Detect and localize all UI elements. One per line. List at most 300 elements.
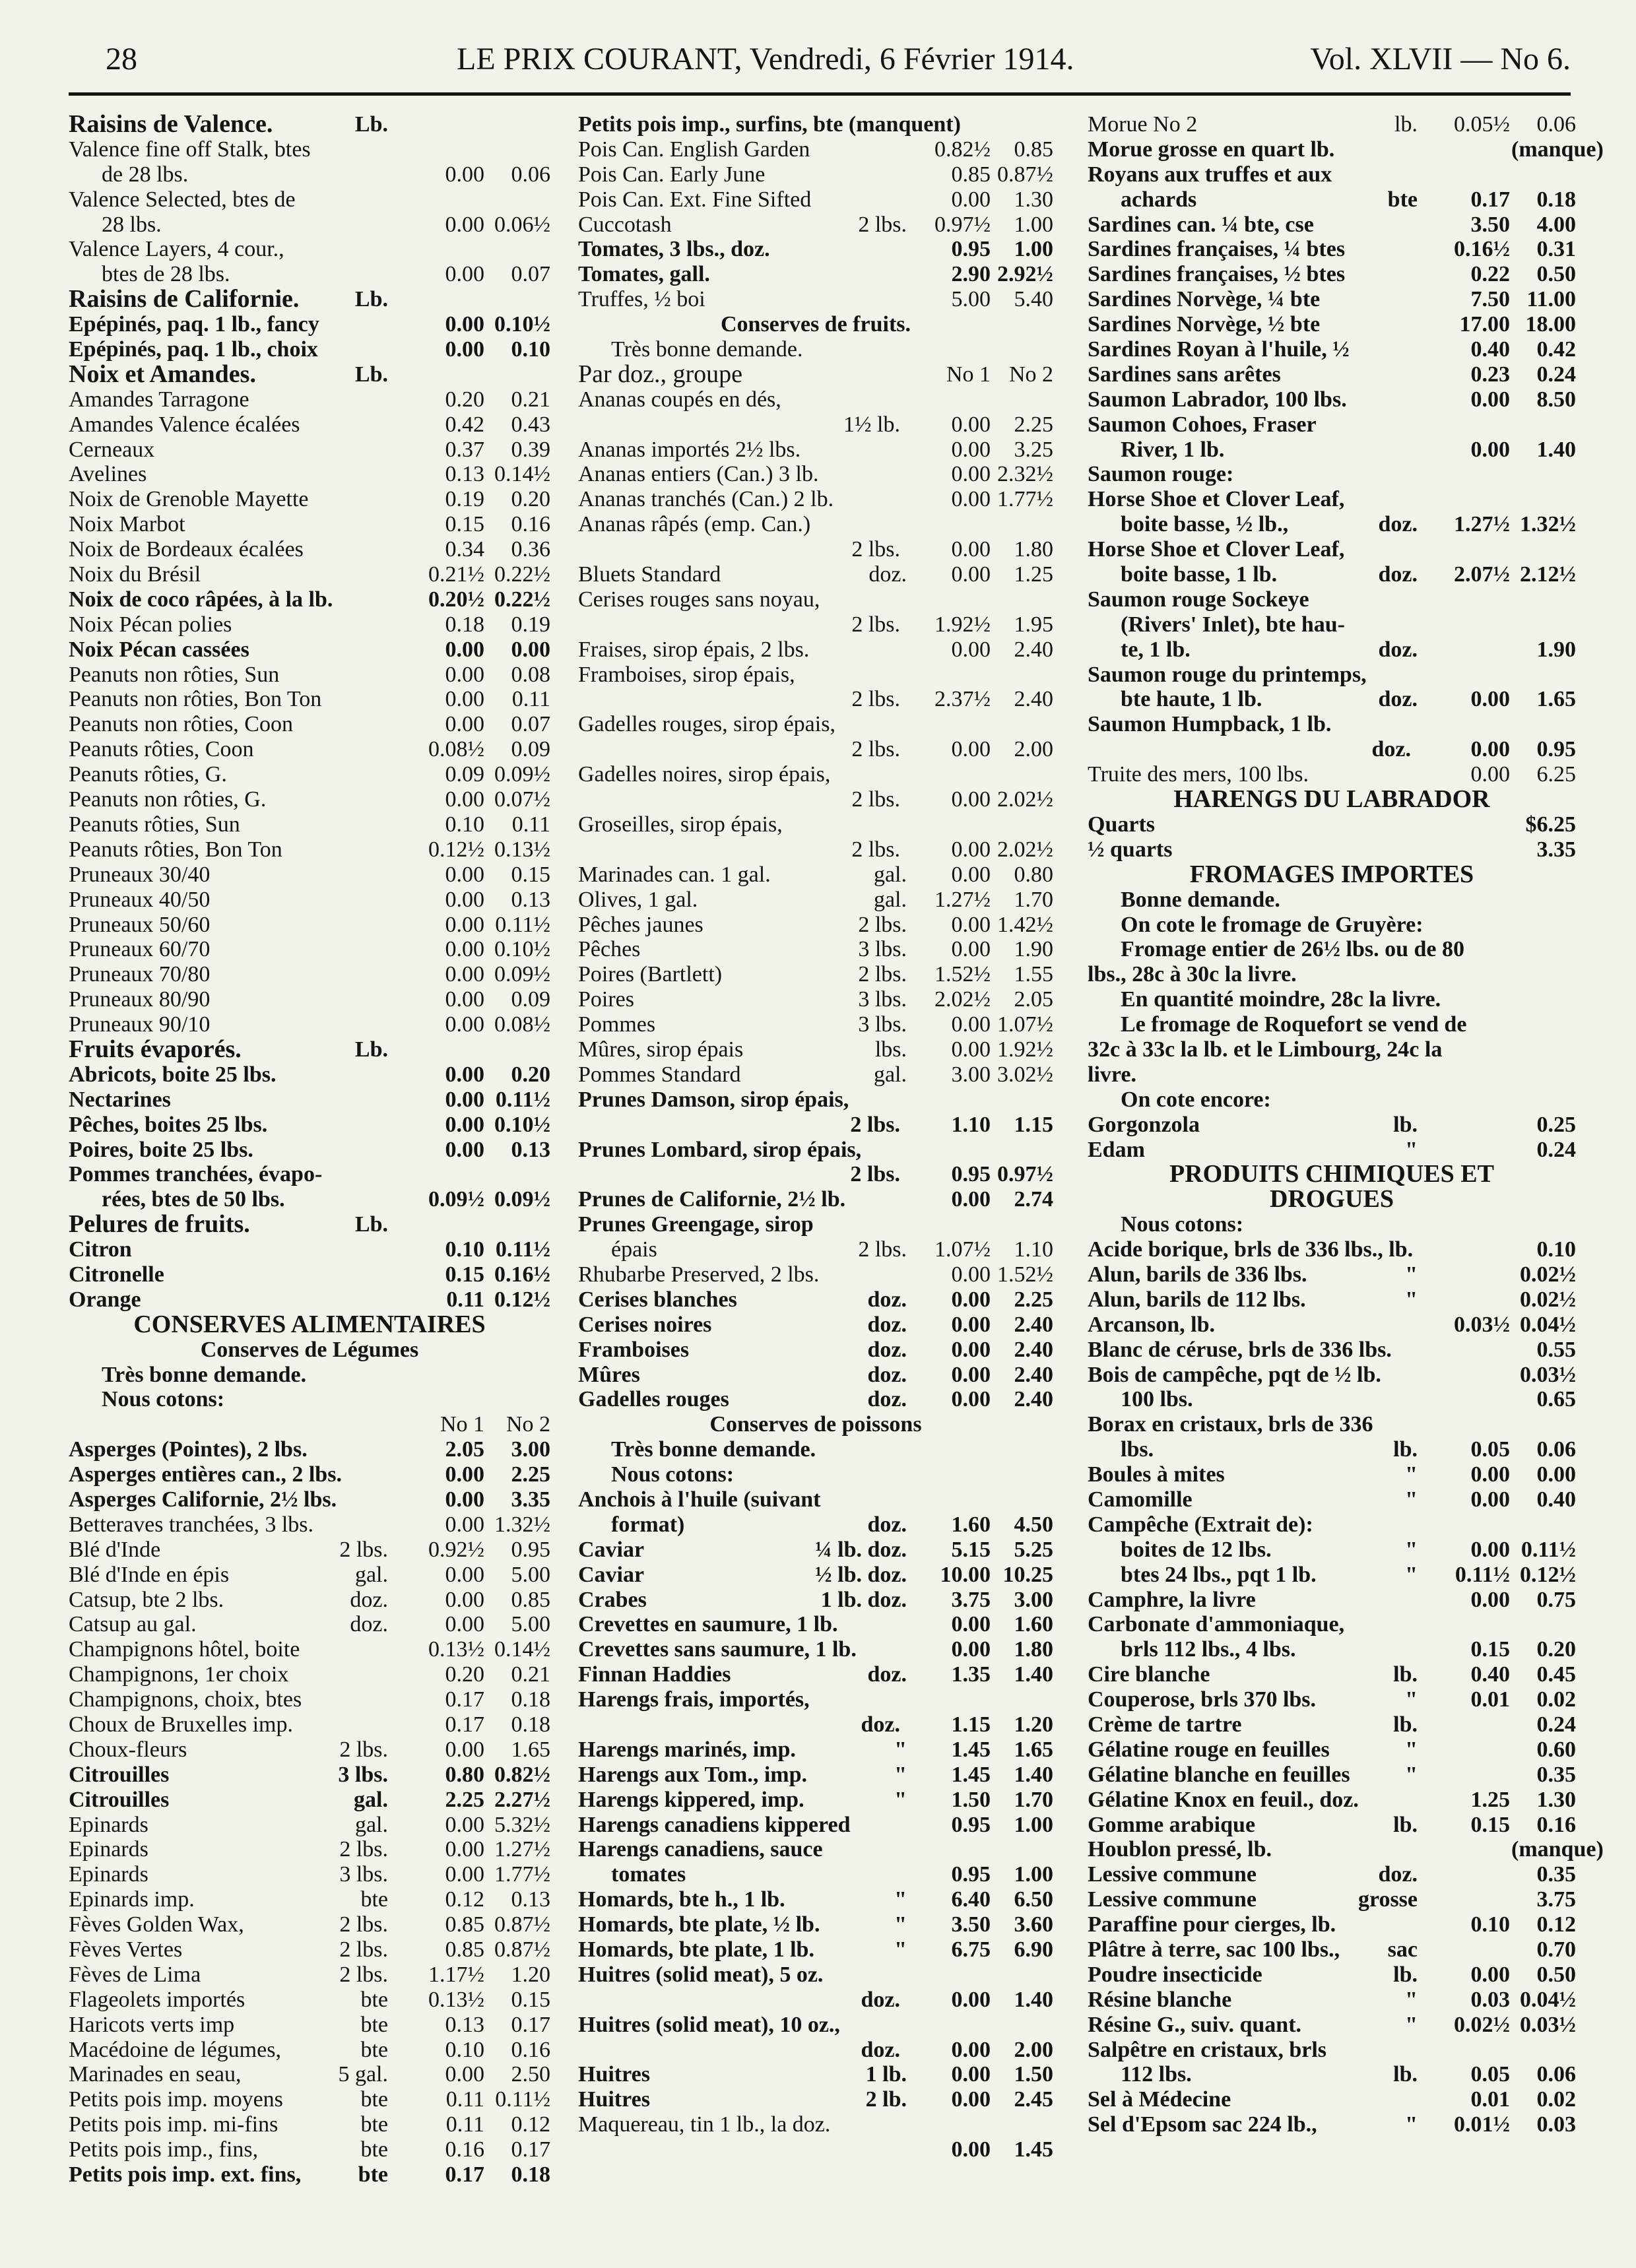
price-low: 0.85: [445, 1912, 484, 1937]
price-high: 8.50: [1536, 387, 1576, 412]
price-row: [1088, 112, 1576, 137]
price-high: 0.10½: [494, 937, 550, 962]
item-name: Prunes de Californie, 2½ lb.: [578, 1187, 846, 1212]
price-high: 1.80: [1014, 537, 1053, 562]
price-low: 0.16½: [1454, 237, 1510, 262]
price-row: [578, 487, 1053, 512]
price-column-2: [578, 112, 1053, 2162]
unit: bte: [358, 2162, 388, 2187]
price-row: [1088, 1212, 1576, 1237]
price-row: [1088, 1487, 1576, 1512]
unit: bte: [360, 2012, 388, 2037]
item-name: Lessive commune: [1088, 1887, 1257, 1912]
price-row: [578, 187, 1053, 212]
item-name: Harengs canadiens, sauce: [578, 1837, 823, 1862]
item-name: Asperges Californie, 2½ lbs.: [69, 1487, 337, 1512]
item-name: Quarts: [1088, 812, 1155, 837]
price-row: [578, 1487, 1053, 1512]
price-row: [1088, 287, 1576, 312]
price-high: 3.25: [1014, 437, 1053, 462]
price-low: 0.10: [445, 2037, 484, 2062]
price-row: [1088, 137, 1604, 162]
item-name: Royans aux truffes et aux: [1088, 162, 1332, 187]
unit: bte: [360, 2112, 388, 2137]
price-row: [1088, 837, 1576, 862]
item-name: Horse Shoe et Clover Leaf,: [1088, 487, 1345, 512]
price-row: [578, 787, 1053, 812]
price-low: 0.00: [951, 2137, 991, 2162]
item-name: Amandes Valence écalées: [69, 412, 300, 437]
item-name: Fruits évaporés.: [69, 1035, 242, 1063]
item-name: Raisins de Californie.: [69, 285, 300, 313]
price-high: 1.92½: [997, 1037, 1053, 1062]
price-row: [578, 1563, 1053, 1588]
price-low: 0.00: [951, 1637, 991, 1662]
price-row: [578, 1862, 1053, 1887]
price-row: [1088, 1138, 1576, 1163]
unit: Lb.: [354, 287, 388, 312]
price-row: [1088, 1712, 1576, 1737]
unit: ": [1405, 1262, 1418, 1287]
unit: gal.: [873, 1062, 907, 1087]
item-name: Gélatine rouge en feuilles: [1088, 1737, 1330, 1762]
price-low: 0.00: [445, 1587, 484, 1612]
price-low: 0.10: [1470, 1912, 1510, 1937]
price-high: 0.07½: [494, 787, 550, 812]
item-name: Epinards: [69, 1812, 148, 1837]
price-row: [578, 1187, 1053, 1212]
unit: gal.: [873, 887, 907, 912]
item-name: Pruneaux 70/80: [69, 962, 211, 987]
price-low: 0.20: [445, 1662, 484, 1687]
price-row: [578, 663, 1053, 688]
price-row: [1088, 962, 1576, 987]
price-row: [578, 987, 1053, 1012]
item-name: Petits pois imp. ext. fins,: [69, 2162, 302, 2187]
unit: 2 lbs.: [339, 1837, 388, 1862]
price-low: 0.00: [951, 537, 991, 562]
price-row: [69, 888, 550, 913]
item-name: Orange: [69, 1287, 141, 1312]
price-row: [1088, 1062, 1576, 1087]
item-name: Valence Selected, btes de: [69, 187, 296, 212]
item-name: doz.: [861, 2037, 900, 2062]
price-high: 0.20: [511, 487, 550, 512]
price-row: [69, 737, 550, 762]
item-name: Petits pois imp., surfins, bte (manquent): [578, 112, 961, 137]
price-row: [1088, 1237, 1576, 1262]
unit: ½ lb. doz.: [815, 1562, 907, 1587]
price-row: [578, 1237, 1053, 1262]
price-high: 0.14½: [494, 1637, 550, 1662]
price-row: [69, 937, 550, 962]
section-heading: [578, 312, 1053, 337]
item-name: Petits pois imp. moyens: [69, 2087, 283, 2112]
price-high: 0.87½: [494, 1912, 550, 1937]
item-name: Gélatine blanche en feuilles: [1088, 1762, 1350, 1787]
price-row: [1088, 762, 1576, 787]
price-row: [1088, 462, 1576, 487]
item-name: Nous cotons:: [611, 1462, 735, 1487]
price-high: 0.35: [1536, 1762, 1576, 1787]
unit: 2 lb.: [865, 2087, 907, 2112]
price-row: [1088, 1338, 1576, 1363]
item-name: Couperose, brls 370 lbs.: [1088, 1687, 1317, 1712]
item-name: Noix de coco râpées, à la lb.: [69, 587, 333, 612]
price-row: [69, 1363, 550, 1388]
price-row: [69, 987, 550, 1012]
price-low: 1.15: [951, 1712, 991, 1737]
item-name: Citrouilles: [69, 1762, 170, 1787]
price-row: [578, 862, 1053, 888]
price-high: 1.10: [1014, 1237, 1053, 1262]
unit: ": [1405, 1462, 1418, 1487]
price-high: 0.11½: [1521, 1537, 1576, 1562]
price-row: [578, 137, 1053, 162]
unit: 2 lbs.: [339, 1537, 388, 1562]
item-name: Blé d'Inde en épis: [69, 1562, 230, 1587]
price-row: [1088, 2062, 1576, 2087]
price-row: [578, 812, 1053, 837]
unit: doz.: [867, 1387, 907, 1412]
price-low: 0.00: [951, 1312, 991, 1337]
item-name: Pommes tranchées, évapo-: [69, 1162, 323, 1187]
price-high: 2.05: [1014, 987, 1053, 1012]
price-low: 0.00: [951, 637, 991, 662]
price-low: 5.15: [951, 1537, 991, 1562]
price-low: 0.00: [445, 1462, 484, 1487]
price-high: 0.11½: [495, 2087, 550, 2112]
item-name: boite basse, 1 lb.: [1121, 562, 1278, 587]
price-high: 0.06: [511, 162, 550, 187]
price-low: 0.03½: [1454, 1312, 1510, 1337]
price-row: [69, 1662, 550, 1687]
price-low: 0.00: [445, 912, 484, 937]
price-low: 0.00: [951, 1387, 991, 1412]
price-row: [578, 913, 1053, 938]
item-name: Homards, bte plate, ½ lb.: [578, 1912, 820, 1937]
unit: bte: [360, 2037, 388, 2062]
price-row: [1088, 337, 1576, 362]
price-row: [69, 787, 550, 812]
unit: 3 lbs.: [339, 1862, 388, 1887]
price-low: 7.50: [1470, 287, 1510, 312]
item-name: Saumon rouge:: [1088, 462, 1234, 487]
price-row: [578, 1363, 1053, 1388]
price-low: 5.00: [951, 287, 991, 312]
price-low: 17.00: [1459, 312, 1510, 337]
price-high: 3.00: [511, 1437, 550, 1462]
unit: 2 lbs.: [858, 962, 907, 987]
item-name: Huitres (solid meat), 5 oz.: [578, 1962, 824, 1987]
price-low: 0.00: [445, 1612, 484, 1637]
item-name: Sardines Norvège, ¼ bte: [1088, 287, 1321, 312]
price-row: [69, 312, 550, 337]
price-low: 0.92½: [428, 1537, 484, 1562]
price-row: [578, 1612, 1053, 1637]
unit: 2 lbs.: [858, 912, 907, 937]
price-low: 0.02½: [1454, 2012, 1510, 2037]
price-high: 0.02½: [1520, 1287, 1576, 1312]
price-high: 0.22½: [494, 587, 550, 612]
price-row: [1088, 1113, 1576, 1138]
price-row: [578, 737, 1053, 762]
price-low: 0.15: [1470, 1637, 1510, 1662]
unit: 3 lbs.: [338, 1762, 388, 1787]
item-name: Cerises blanches: [578, 1287, 737, 1312]
price-low: 0.12: [445, 1887, 484, 1912]
item-name: Tomates, 3 lbs., doz.: [578, 237, 770, 262]
price-high: 0.24: [1536, 362, 1576, 387]
unit: 3 lbs.: [858, 937, 907, 962]
unit: ": [894, 1787, 907, 1812]
price-low: 0.00: [951, 437, 991, 462]
unit: 1 lb. doz.: [820, 1587, 907, 1612]
unit: sac: [1387, 1937, 1418, 1962]
price-low: 0.95: [951, 237, 991, 262]
price-low: 3.00: [951, 1062, 991, 1087]
unit: bte: [360, 2087, 388, 2112]
item-name: Fèves Golden Wax,: [69, 1912, 244, 1937]
price-row: [1088, 1262, 1576, 1287]
item-name: 2 lbs.: [851, 737, 900, 762]
unit: Lb.: [354, 1212, 388, 1237]
item-name: Blanc de céruse, brls de 336 lbs.: [1088, 1337, 1392, 1362]
price-high: 0.42: [1536, 337, 1576, 362]
price-low: 0.00: [445, 162, 484, 187]
price-low: 0.00: [1470, 387, 1510, 412]
price-low: 2.07½: [1454, 562, 1510, 587]
section-heading: [1088, 787, 1576, 812]
price-high: 1.90: [1014, 937, 1053, 962]
item-name: Pêches: [578, 937, 641, 962]
item-name: Bluets Standard: [578, 562, 721, 587]
price-high: 1.00: [1014, 1812, 1053, 1837]
price-row: [1088, 2087, 1576, 2112]
price-low: 0.00: [951, 1037, 991, 1062]
price-row: [69, 1412, 550, 1437]
item-name: Houblon pressé, lb.: [1088, 1837, 1272, 1862]
unit: ": [1405, 2012, 1418, 2037]
item-name: Noix de Grenoble Mayette: [69, 487, 309, 512]
price-high: 0.18: [511, 1712, 550, 1737]
item-name: Pêches jaunes: [578, 912, 703, 937]
item-name: Rhubarbe Preserved, 2 lbs.: [578, 1262, 820, 1287]
price-row: [69, 1262, 550, 1287]
price-low: 1.50: [951, 1787, 991, 1812]
item-name: Campêche (Extrait de):: [1088, 1512, 1313, 1537]
price-row: [69, 1287, 550, 1312]
price-low: 0.00: [1470, 1587, 1510, 1612]
price-row: [578, 537, 1053, 562]
item-name: Petits pois imp. mi-fins: [69, 2112, 278, 2137]
unit: doz.: [867, 1337, 907, 1362]
unit: 3 lbs.: [858, 987, 907, 1012]
price-low: 0.09½: [428, 1187, 484, 1212]
price-low: 0.00: [1470, 687, 1510, 712]
price-low: 0.11: [446, 1287, 484, 1312]
price-high: 2.32½: [997, 462, 1053, 487]
price-row: [69, 712, 550, 737]
item-name: Très bonne demande.: [102, 1362, 307, 1387]
unit: ": [1405, 1137, 1418, 1162]
price-low: 0.00: [1470, 737, 1510, 762]
item-name: Framboises, sirop épais,: [578, 662, 795, 687]
price-row: [578, 687, 1053, 712]
item-name: Huitres (solid meat), 10 oz.,: [578, 2012, 840, 2037]
price-low: 2.90: [951, 262, 991, 287]
price-high: 1.45: [1014, 2137, 1053, 2162]
item-name: Haricots verts imp: [69, 2012, 235, 2037]
price-row: [578, 1887, 1053, 1912]
item-name: Fèves de Lima: [69, 1962, 201, 1987]
price-row: [69, 237, 550, 262]
price-low: 0.00: [445, 1137, 484, 1162]
price-row: [69, 1113, 550, 1138]
item-name: Bonne demande.: [1121, 887, 1280, 912]
item-name: Avelines: [69, 462, 147, 487]
price-low: 3.50: [1470, 212, 1510, 237]
price-high: 1.42½: [997, 912, 1053, 937]
item-name: Olives, 1 gal.: [578, 887, 698, 912]
item-name: Huitres: [578, 2087, 650, 2112]
price-row: [69, 1988, 550, 2013]
item-name: Saumon rouge du printemps,: [1088, 662, 1367, 687]
price-high: 0.03½: [1520, 2012, 1576, 2037]
price-low: 0.00: [1470, 1462, 1510, 1487]
unit: gal.: [354, 1812, 388, 1837]
price-high: 0.39: [511, 437, 550, 462]
price-high: 0.65: [1536, 1387, 1576, 1412]
price-high: 0.55: [1536, 1337, 1576, 1362]
item-name: Crevettes sans saumure, 1 lb.: [578, 1637, 857, 1662]
price-row: [69, 512, 550, 537]
price-low: 0.17: [445, 1712, 484, 1737]
unit: doz.: [867, 1287, 907, 1312]
item-name: Caviar: [578, 1537, 645, 1562]
price-high: 0.16: [511, 512, 550, 537]
price-high: 0.00: [511, 637, 550, 662]
item-name: Saumon Cohoes, Fraser: [1088, 412, 1317, 437]
price-row: [69, 663, 550, 688]
item-name: 1½ lb.: [843, 412, 900, 437]
price-row: [1088, 1988, 1576, 2013]
price-row: [69, 862, 550, 888]
price-row: [578, 512, 1053, 537]
price-high: 0.18: [511, 2162, 550, 2187]
price-low: 0.05: [1470, 1437, 1510, 1462]
unit: gal.: [873, 862, 907, 887]
item-name: Peanuts non rôties, Coon: [69, 712, 293, 737]
price-low: 0.03: [1470, 1987, 1510, 2012]
price-high: 3.75: [1536, 1887, 1576, 1912]
price-high: 3.35: [511, 1487, 550, 1512]
price-high: 2.02½: [997, 787, 1053, 812]
item-name: Morue grosse en quart lb.: [1088, 137, 1335, 162]
price-row: [1088, 562, 1576, 587]
item-name: Epinards: [69, 1837, 148, 1862]
price-high: 6.90: [1014, 1937, 1053, 1962]
item-name: 2 lbs.: [851, 687, 900, 712]
price-high: 2.00: [1014, 2037, 1053, 2062]
price-low: 0.20: [445, 387, 484, 412]
price-row: [1088, 1637, 1576, 1662]
price-high: 0.15: [511, 862, 550, 887]
price-low: 0.42: [445, 412, 484, 437]
price-high: 3.00: [1014, 1587, 1053, 1612]
price-row: [69, 537, 550, 562]
price-high: 2.45: [1014, 2087, 1053, 2112]
price-row: [69, 137, 550, 162]
price-row: [69, 487, 550, 512]
item-name: Maquereau, tin 1 lb., la doz.: [578, 2112, 831, 2137]
price-row: [69, 1687, 550, 1712]
price-high: 2.27½: [494, 1787, 550, 1812]
item-name: CONSERVES ALIMENTAIRES: [133, 1310, 486, 1338]
price-high: 1.70: [1014, 887, 1053, 912]
price-high: 0.13: [511, 1887, 550, 1912]
item-name: Crème de tartre: [1088, 1712, 1242, 1737]
price-low: 0.00: [951, 1187, 991, 1212]
item-name: Epinards: [69, 1862, 148, 1887]
item-name: Arcanson, lb.: [1088, 1312, 1216, 1337]
price-row: [69, 1462, 550, 1487]
price-high: 0.02: [1536, 1687, 1576, 1712]
price-row: [69, 612, 550, 637]
price-low: 0.85: [445, 1937, 484, 1962]
price-high: 1.77½: [494, 1862, 550, 1887]
item-name: Catsup au gal.: [69, 1612, 197, 1637]
price-high: 0.18: [511, 1687, 550, 1712]
price-low: 0.00: [445, 1512, 484, 1537]
price-row: [69, 2137, 550, 2162]
price-row: [69, 1062, 550, 1087]
price-high: 0.95: [511, 1537, 550, 1562]
price-row: [1088, 1813, 1576, 1838]
item-name: Pois Can. Early June: [578, 162, 766, 187]
price-row: [69, 587, 550, 612]
price-low: 0.10: [445, 812, 484, 837]
item-name: 2 lbs.: [850, 1112, 900, 1137]
price-row: [1088, 1588, 1576, 1613]
price-row: [1088, 712, 1576, 737]
item-name: de 28 lbs.: [102, 162, 189, 187]
price-high: 0.87½: [494, 1937, 550, 1962]
item-name: Très bonne demande.: [611, 1437, 816, 1462]
item-name: format): [611, 1512, 685, 1537]
price-row: [69, 1563, 550, 1588]
item-name: Pêches, boites 25 lbs.: [69, 1112, 268, 1137]
item-name: Résine blanche: [1088, 1987, 1232, 2012]
item-name: Conserves de poissons: [709, 1412, 922, 1437]
price-row: [1088, 162, 1576, 187]
price-row: [578, 1162, 1053, 1187]
price-high: 0.16½: [494, 1262, 550, 1287]
price-high: 0.04½: [1520, 1987, 1576, 2012]
item-name: Anchois à l'huile (suivant: [578, 1487, 821, 1512]
price-high: 0.75: [1536, 1587, 1576, 1612]
price-high: 4.00: [1536, 212, 1576, 237]
price-high: 0.40: [1536, 1487, 1576, 1512]
item-name: Epépinés, paq. 1 lb., fancy: [69, 312, 319, 337]
price-high: 1.40: [1014, 1987, 1053, 2012]
price-high: 2.40: [1014, 687, 1053, 712]
item-name: Peanuts rôties, Bon Ton: [69, 837, 282, 862]
item-name: Camphre, la livre: [1088, 1587, 1256, 1612]
price-row: [578, 362, 1053, 387]
item-name: Conserves de fruits.: [720, 312, 911, 337]
price-high: 1.32½: [1520, 512, 1576, 537]
